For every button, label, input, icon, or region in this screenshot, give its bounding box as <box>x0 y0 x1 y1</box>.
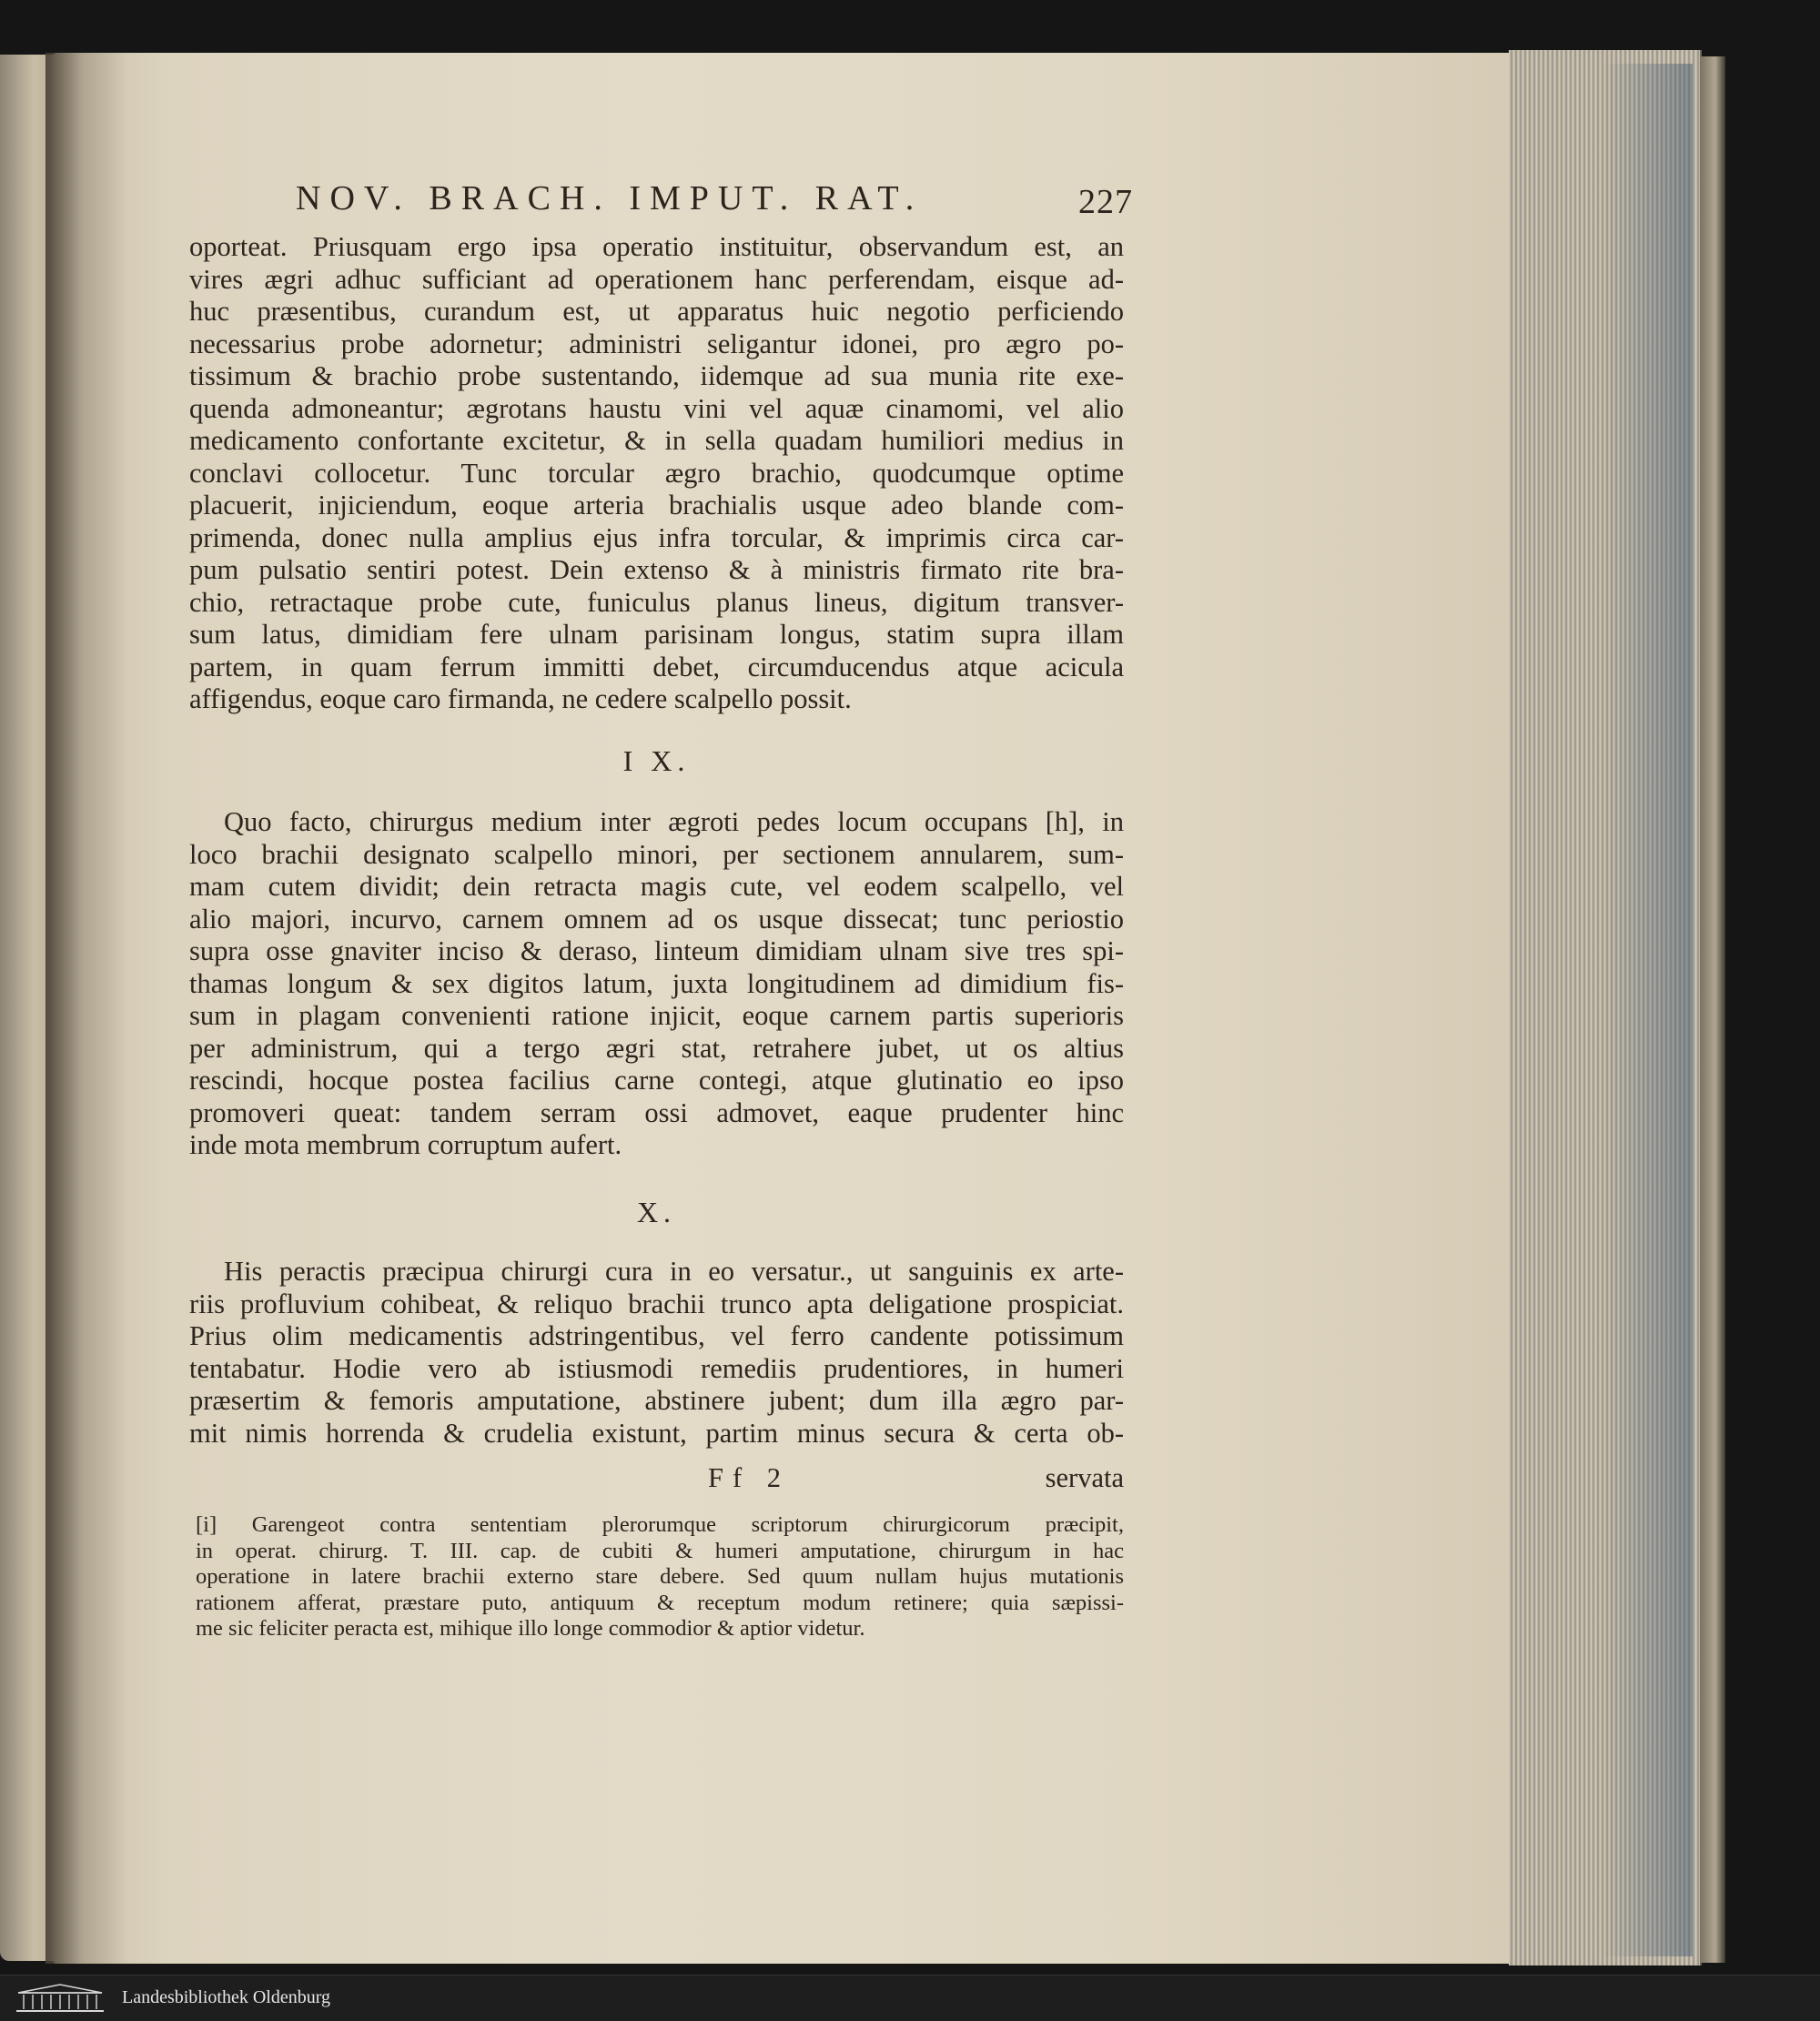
text-line: tentabatur. Hodie vero ab istiusmodi remediis prudentiores, in humeri <box>189 1352 1124 1384</box>
text-line: tissimum & brachio probe sustentando, iidemque ad sua munia rite exe- <box>189 360 1124 391</box>
page-block-shade <box>1602 64 1693 1956</box>
text-line: partem, in quam ferrum immitti debet, circumducendus atque acicula <box>189 651 1124 682</box>
text-line: vires ægri adhuc sufficiant ad operationem hanc perferendam, eisque ad- <box>189 263 1124 295</box>
text-line: mit nimis horrenda & crudelia existunt, partim minus secura & certa ob- <box>189 1417 1124 1449</box>
text-line: huc præsentibus, curandum est, ut apparatus huic negotio perficiendo <box>189 296 1124 327</box>
signature-mark: Ff 2 <box>708 1462 790 1493</box>
text-line: loco brachii designato scalpello minori, per sectionem annularem, sum- <box>189 838 1124 870</box>
text-line: chio, retractaque probe cute, funiculus planus lineus, digitum transver- <box>189 586 1124 618</box>
paragraph-2 <box>189 806 1124 1162</box>
text-line: primenda, donec nulla amplius ejus infra torcular, & imprimis circa car- <box>189 521 1124 553</box>
text-line: pum pulsatio sentiri potest. Dein extenso & à ministris firmato rite bra- <box>189 554 1124 585</box>
text-line: thamas longum & sex digitos latum, juxta longitudinem ad dimidium fis- <box>189 967 1124 999</box>
running-title: NOV. BRACH. IMPUT. RAT. <box>296 179 924 217</box>
text-line: riis profluvium cohibeat, & reliquo brachii trunco apta deligatione prospiciat. <box>189 1288 1124 1319</box>
section-heading-x: X. <box>636 1196 677 1228</box>
text-line: Prius olim medicamentis adstringentibus, vel ferro candente potissimum <box>189 1320 1124 1351</box>
footnote-line: me sic feliciter peracta est, mihique illo longe commodior & aptior videtur. <box>196 1616 865 1641</box>
page-number: 227 <box>1078 183 1133 221</box>
text-line: necessarius probe adornetur; administri seligantur idonei, pro ægro po- <box>189 328 1124 359</box>
paragraph-1 <box>189 231 1124 716</box>
text-line: medicamento confortante excitetur, & in sella quadam humiliori medius in <box>189 425 1124 456</box>
section-heading-ix: I X. <box>622 744 691 777</box>
catchword: servata <box>1045 1462 1124 1493</box>
library-name: Landesbibliothek Oldenburg <box>122 1987 331 2007</box>
text-line: His peractis præcipua chirurgi cura in eo versatur., ut sanguinis ex arte- <box>224 1256 1124 1287</box>
text-line: sum latus, dimidiam fere ulnam parisinam longus, statim supra illam <box>189 619 1124 650</box>
text-line: affigendus, eoque caro firmanda, ne cedere scalpello possit. <box>189 683 852 714</box>
text-line: oporteat. Priusquam ergo ipsa operatio instituitur, observandum est, an <box>189 231 1124 262</box>
cover-edge <box>1700 56 1725 1963</box>
text-line: alio majori, incurvo, carnem omnem ad os usque dissecat; tunc periostio <box>189 903 1124 935</box>
text-line: Quo facto, chirurgus medium inter ægroti pedes locum occupans [h], in <box>224 806 1124 837</box>
footnote-line: [i] Garengeot contra sententiam plerorumque scriptorum chirurgicorum præcipit, <box>196 1512 1124 1537</box>
footnote-line: rationem afferat, præstare puto, antiquum & receptum modum retinere; quia sæpissi- <box>196 1590 1124 1615</box>
text-line: promoveri queat: tandem serram ossi admovet, eaque prudenter hinc <box>189 1096 1124 1128</box>
text-line: mam cutem dividit; dein retracta magis cute, vel eodem scalpello, vel <box>189 871 1124 902</box>
text-line: placuerit, injiciendum, eoque arteria brachialis usque adeo blande com- <box>189 490 1124 520</box>
footnote-line: operatione in latere brachii externo stare debere. Sed quum nullam hujus mutationis <box>196 1564 1124 1589</box>
footnote <box>196 1512 1124 1642</box>
running-header <box>296 178 1133 220</box>
library-building-icon <box>15 1984 106 2013</box>
text-line: rescindi, hocque postea facilius carne contegi, atque glutinatio eo ipso <box>189 1065 1124 1096</box>
footnote-line: in operat. chirurg. T. III. cap. de cubiti & humeri amputatione, chirurgum in hac <box>196 1538 1124 1563</box>
signature-line <box>189 1462 1124 1495</box>
text-line: sum in plagam convenienti ratione injicit, eoque carnem partis superioris <box>189 1000 1124 1031</box>
text-line: inde mota membrum corruptum aufert. <box>189 1129 622 1160</box>
text-line: supra osse gnaviter inciso & deraso, linteum dimidiam ulnam sive tres spi- <box>189 935 1124 966</box>
viewer-footer <box>0 1975 1820 2021</box>
text-line: præsertim & femoris amputatione, abstinere jubent; dum illa ægro par- <box>189 1385 1124 1416</box>
text-line: quenda admoneantur; ægrotans haustu vini vel aquæ cinamomi, vel alio <box>189 392 1124 424</box>
paragraph-3 <box>189 1256 1124 1450</box>
book-gutter-shadow <box>46 53 127 1964</box>
text-line: conclavi collocetur. Tunc torcular ægro brachio, quodcumque optime <box>189 457 1124 489</box>
text-line: per administrum, qui a tergo ægri stat, retrahere jubet, ut os altius <box>189 1032 1124 1064</box>
